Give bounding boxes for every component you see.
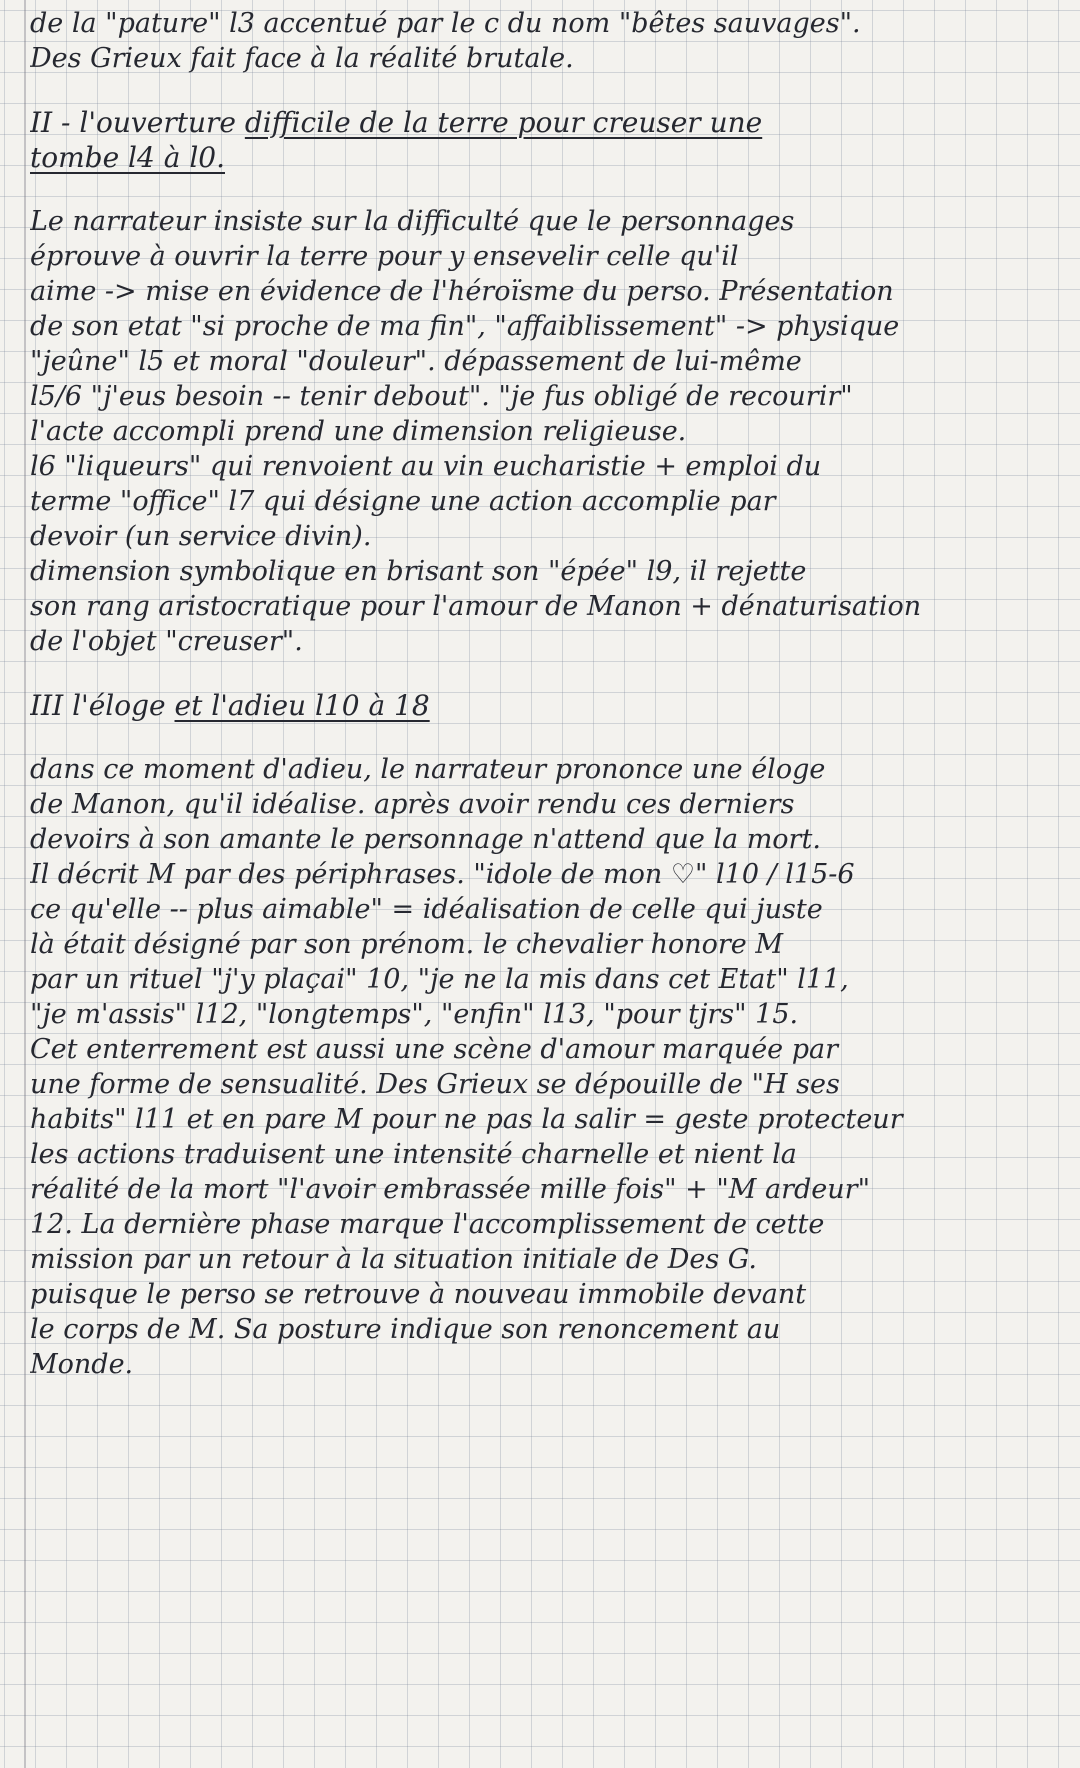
section-3-heading [30, 688, 1066, 723]
section-2-line: terme "office" l7 qui désigne une action accomplie par [30, 486, 776, 517]
section-2-line: devoir (un service divin). [30, 521, 372, 552]
section-2-heading-part1: II - l'ouverture [30, 106, 245, 139]
handwritten-notes [30, 6, 1066, 1382]
section-2-line: l5/6 "j'eus besoin -- tenir debout". "je fus obligé de recourir" [30, 381, 853, 412]
section-2-line: dimension symbolique en brisant son "épée" l9, il rejette [30, 556, 807, 587]
section-3-line: dans ce moment d'adieu, le narrateur prononce une éloge [30, 754, 826, 785]
section-3-line: devoirs à son amante le personnage n'attend que la mort. [30, 824, 821, 855]
section-3-line: 12. La dernière phase marque l'accomplissement de cette [30, 1209, 825, 1240]
section-3-line: ce qu'elle -- plus aimable" = idéalisation de celle qui juste [30, 894, 823, 925]
section-2-line: éprouve à ouvrir la terre pour y ensevelir celle qu'il [30, 241, 739, 272]
section-2-heading [30, 105, 1066, 140]
section-3-heading-part1: III l'éloge [30, 689, 175, 722]
section-2-line: l'acte accompli prend une dimension religieuse. [30, 416, 687, 447]
section-3-heading-part2: et l'adieu l10 à 18 [174, 689, 430, 722]
intro-line-2: Des Grieux fait face à la réalité brutale. [30, 43, 574, 74]
section-3-line: les actions traduisent une intensité charnelle et nient la [30, 1139, 797, 1170]
section-3-line: Il décrit M par des périphrases. "idole de mon ♡" l10 / l15-6 [30, 859, 855, 890]
section-3-line: le corps de M. Sa posture indique son renoncement au [30, 1314, 781, 1345]
section-3-line: là était désigné par son prénom. le chevalier honore M [30, 929, 784, 960]
section-2-heading-line2: tombe l4 à l0. [30, 141, 225, 174]
section-2-line: "jeûne" l5 et moral "douleur". dépassement de lui-même [30, 346, 802, 377]
section-3-line: puisque le perso se retrouve à nouveau immobile devant [30, 1279, 807, 1310]
section-2-heading-part2: difficile de la terre pour creuser une [244, 106, 763, 139]
section-2-line: de l'objet "creuser". [30, 626, 303, 657]
section-3-line: de Manon, qu'il idéalise. après avoir rendu ces derniers [30, 789, 795, 820]
section-2 [30, 105, 1066, 659]
section-3-line: "je m'assis" l12, "longtemps", "enfin" l13, "pour tjrs" 15. [30, 999, 799, 1030]
section-2-line: aime -> mise en évidence de l'héroïsme du perso. Présentation [30, 276, 894, 307]
section-3-line: par un rituel "j'y plaçai" 10, "je ne la mis dans cet Etat" l11, [30, 964, 849, 995]
intro-line-1: de la "pature" l3 accentué par le c du nom "bêtes sauvages". [30, 8, 861, 39]
section-3-line: réalité de la mort "l'avoir embrassée mille fois" + "M ardeur" [30, 1174, 870, 1205]
section-3-line: Monde. [30, 1349, 134, 1380]
section-2-line: de son etat "si proche de ma fin", "affaiblissement" -> physique [30, 311, 900, 342]
section-3-line: mission par un retour à la situation initiale de Des G. [30, 1244, 757, 1275]
section-3 [30, 688, 1066, 1382]
section-3-line: habits" l11 et en pare M pour ne pas la salir = geste protecteur [30, 1104, 903, 1135]
section-2-line: son rang aristocratique pour l'amour de Manon + dénaturisation [30, 591, 922, 622]
page-margin-line [24, 0, 26, 1768]
section-2-line: Le narrateur insiste sur la difficulté que le personnages [30, 206, 795, 237]
section-3-line: une forme de sensualité. Des Grieux se dépouille de "H ses [30, 1069, 840, 1100]
section-3-line: Cet enterrement est aussi une scène d'amour marquée par [30, 1034, 839, 1065]
section-2-line: l6 "liqueurs" qui renvoient au vin eucharistie + emploi du [30, 451, 822, 482]
